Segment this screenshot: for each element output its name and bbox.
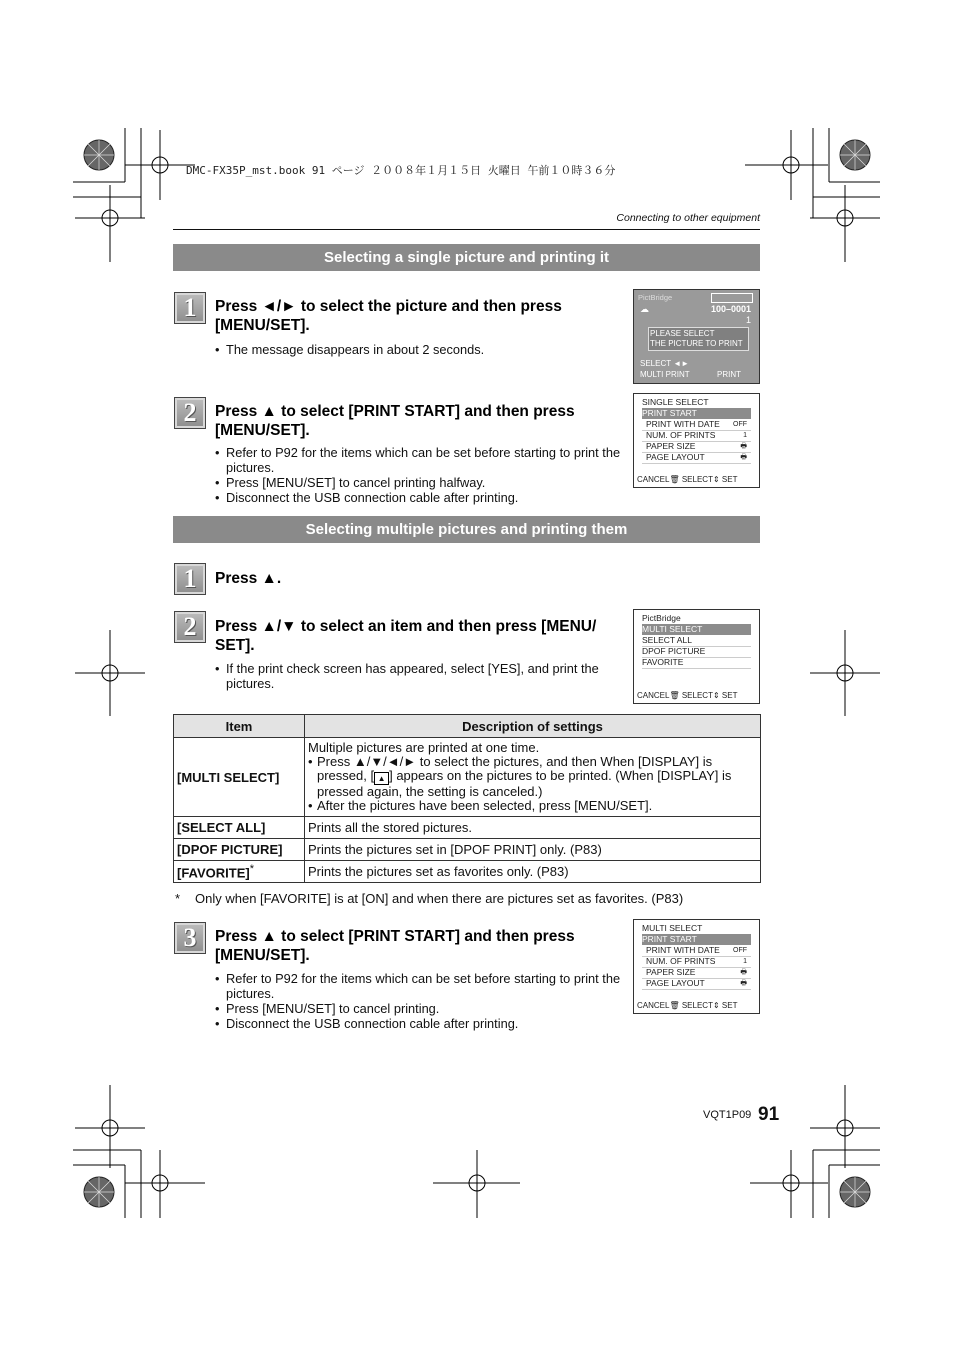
table-row xyxy=(174,738,761,817)
description-intro: Multiple pictures are printed at one time. xyxy=(308,740,540,755)
menu-row-label: NUM. OF PRINTS xyxy=(646,956,716,966)
note-item: • Press [MENU/SET] to cancel printing. xyxy=(215,1001,625,1016)
menu-row xyxy=(642,452,751,464)
menu-row-label: PAPER SIZE xyxy=(646,441,696,451)
screen-header: MULTI SELECT xyxy=(642,923,703,933)
step-number: 3 xyxy=(174,922,206,954)
menu-row-label: SELECT ALL xyxy=(642,635,692,645)
menu-row-label: PAGE LAYOUT xyxy=(646,978,705,988)
camera-screen-single-select xyxy=(633,393,760,488)
chapter-title: Connecting to other equipment xyxy=(616,212,760,224)
picture-count: 1 xyxy=(745,315,751,325)
select-label: SELECT xyxy=(681,691,713,700)
description-cell: Prints the pictures set in [DPOF PRINT] only. (P83) xyxy=(305,839,761,861)
menu-row-print-start xyxy=(642,408,751,419)
cancel-label: CANCEL xyxy=(637,475,670,484)
note-item: • Disconnect the USB connection cable after printing. xyxy=(215,1016,625,1031)
description-bullet: • Press ▲/▼/◄/► to select the pictures, and then When [DISPLAY] is pressed, [ ▲ ] appears on the pictures to be printed. (When [DISPLAY] is pressed again, the setting is canceled.) xyxy=(308,754,732,799)
note-item: • Refer to P92 for the items which can be set before starting to print the pictures. xyxy=(215,445,625,475)
footnote-mark: * xyxy=(249,863,254,875)
set-label: SET xyxy=(721,691,738,700)
page-number: 91 xyxy=(758,1104,780,1125)
camera-screen-pictbridge xyxy=(633,289,760,384)
menu-row-label: PAPER SIZE xyxy=(646,967,696,977)
print-hint: PRINT xyxy=(717,370,741,379)
item-cell: [MULTI SELECT] xyxy=(174,738,305,817)
step-title: Press ▲. xyxy=(215,570,282,587)
footnote xyxy=(175,891,683,906)
note-item: • Press [MENU/SET] to cancel printing halfway. xyxy=(215,475,625,490)
menu-row-label: NUM. OF PRINTS xyxy=(646,430,716,440)
screen-softkeys xyxy=(637,691,756,701)
select-label: SELECT xyxy=(681,1001,713,1010)
step-number: 1 xyxy=(174,292,206,324)
bullet-text: ] appears on the pictures to be printed. (When [DISPLAY] is pressed again, the setting is canceled.) xyxy=(317,768,732,799)
step-title: Press ▲ to select [PRINT START] and then press [MENU/SET]. xyxy=(215,928,575,964)
step-title: Press ▲/▼ to select an item and then press [MENU/ SET]. xyxy=(215,618,597,654)
screen-softkeys xyxy=(637,475,756,485)
printer-icon: 🖶 xyxy=(740,454,747,461)
menu-row xyxy=(642,978,751,990)
select-message xyxy=(648,327,749,351)
menu-row xyxy=(642,657,751,669)
updown-icon: ⇕ xyxy=(712,475,720,484)
printer-icon: 🖶 xyxy=(740,980,747,987)
battery-icon xyxy=(711,293,753,303)
description-cell: Prints all the stored pictures. xyxy=(305,817,761,839)
screen-header: PictBridge xyxy=(642,613,681,623)
select-label: SELECT xyxy=(640,359,671,368)
step-notes xyxy=(215,661,615,691)
footnote-text: Only when [FAVORITE] is at [ON] and when there are pictures set as favorites. (P83) xyxy=(195,891,684,906)
multi-print-hint: MULTI PRINT xyxy=(640,370,690,379)
set-label: SET xyxy=(721,1001,738,1010)
trash-icon: 🗑 xyxy=(669,1001,680,1010)
menu-row-value: OFF xyxy=(733,421,747,428)
step-number: 2 xyxy=(174,611,206,643)
updown-icon: ⇕ xyxy=(712,1001,720,1010)
table-row xyxy=(174,817,761,839)
trash-icon: 🗑 xyxy=(669,691,680,700)
message-line: PLEASE SELECT xyxy=(650,329,715,338)
menu-row-value: OFF xyxy=(733,947,747,954)
menu-row-value: 1 xyxy=(743,432,747,439)
printer-icon: 🖶 xyxy=(740,443,747,450)
screen-label: PictBridge xyxy=(638,293,673,302)
item-label: [FAVORITE] xyxy=(177,865,250,881)
column-header: Description of settings xyxy=(305,715,761,738)
select-hint: SELECT ◄► xyxy=(640,359,690,368)
cloud-icon: ☁ xyxy=(640,304,649,314)
set-label: SET xyxy=(721,475,738,484)
note-item: • The message disappears in about 2 seconds. xyxy=(215,342,620,357)
item-cell xyxy=(174,861,305,883)
menu-row-label: PRINT WITH DATE xyxy=(646,419,720,429)
screen-header: SINGLE SELECT xyxy=(642,397,709,407)
step-notes xyxy=(215,445,625,505)
menu-row-label: PRINT WITH DATE xyxy=(646,945,720,955)
note-item: • Disconnect the USB connection cable after printing. xyxy=(215,490,625,505)
message-line: THE PICTURE TO PRINT xyxy=(650,339,743,348)
screen-softkeys xyxy=(637,1001,756,1011)
note-item: • If the print check screen has appeared, select [YES], and print the pictures. xyxy=(215,661,615,691)
menu-row-print-start xyxy=(642,934,751,945)
menu-row-value: 1 xyxy=(743,958,747,965)
product-code: VQT1P09 xyxy=(703,1109,752,1121)
menu-row-label: PAGE LAYOUT xyxy=(646,452,705,462)
updown-icon: ⇕ xyxy=(712,691,720,700)
bullet-text: Press ▲/▼/◄/► to select the pictures, and then When [DISPLAY] is pressed, [ xyxy=(317,754,713,783)
description-cell: Prints the pictures set as favorites only. (P83) xyxy=(305,861,761,883)
print-mark-icon: ▲ xyxy=(374,772,389,785)
step-title: Press ◄/► to select the picture and then press [MENU/SET]. xyxy=(215,298,562,334)
table-row xyxy=(174,861,761,883)
step-notes xyxy=(215,342,620,357)
step-notes xyxy=(215,971,625,1031)
menu-row-label: PRINT START xyxy=(642,408,697,418)
section-title-single: Selecting a single picture and printing it xyxy=(173,244,760,271)
section-title-multiple: Selecting multiple pictures and printing them xyxy=(173,516,760,543)
select-label: SELECT xyxy=(681,475,713,484)
file-info-line: DMC-FX35P_mst.book 91 ページ ２００８年１月１５日 火曜日 午前１０時３６分 xyxy=(186,164,616,177)
description-bullet: • After the pictures have been selected, press [MENU/SET]. xyxy=(308,798,653,813)
trash-icon: 🗑 xyxy=(669,475,680,484)
header-rule xyxy=(173,229,760,230)
menu-row-multi-select xyxy=(642,624,751,635)
step-number: 1 xyxy=(174,563,206,595)
camera-screen-multi-select xyxy=(633,919,760,1014)
bullet-text: After the pictures have been selected, press [MENU/SET]. xyxy=(317,798,653,813)
note-item: • Refer to P92 for the items which can be set before starting to print the pictures. xyxy=(215,971,625,1001)
item-cell: [SELECT ALL] xyxy=(174,817,305,839)
description-cell xyxy=(305,738,761,817)
camera-screen-pictbridge-menu xyxy=(633,609,760,704)
menu-row-label: DPOF PICTURE xyxy=(642,646,706,656)
menu-row-label: FAVORITE xyxy=(642,657,684,667)
step-title: Press ▲ to select [PRINT START] and then press [MENU/SET]. xyxy=(215,403,575,439)
cancel-label: CANCEL xyxy=(637,691,670,700)
table-row xyxy=(174,839,761,861)
footnote-mark: * xyxy=(175,891,181,906)
settings-table xyxy=(173,714,761,883)
menu-row-label: MULTI SELECT xyxy=(642,624,703,634)
item-cell: [DPOF PICTURE] xyxy=(174,839,305,861)
table-header-row xyxy=(174,715,761,738)
file-number: 100–0001 xyxy=(710,304,751,314)
column-header: Item xyxy=(174,715,305,738)
menu-row-label: PRINT START xyxy=(642,934,697,944)
cancel-label: CANCEL xyxy=(637,1001,670,1010)
step-number: 2 xyxy=(174,397,206,429)
printer-icon: 🖶 xyxy=(740,969,747,976)
